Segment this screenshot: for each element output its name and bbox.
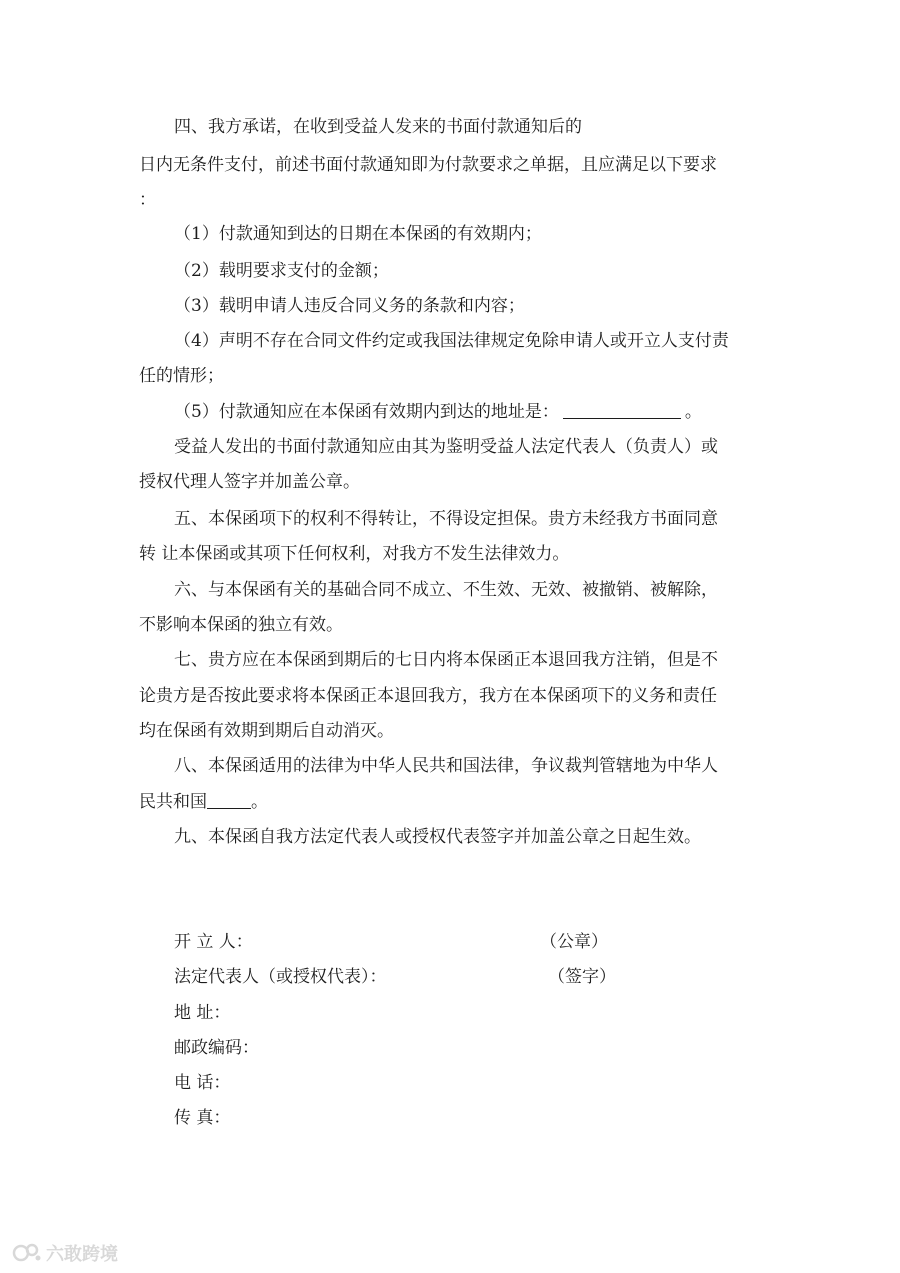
clause-5-line-1: 五、本保函项下的权利不得转让，不得设定担保。贵方未经我方书面同意 <box>174 509 718 529</box>
requirement-3: （3）载明申请人违反合同义务的条款和内容； <box>174 296 525 316</box>
requirement-5: （5）付款通知应在本保函有效期内到达的地址是： 。 <box>174 402 702 422</box>
requirement-4-line-1: （4）声明不存在合同文件约定或我国法律规定免除申请人或开立人支付责 <box>174 331 729 351</box>
clause-9: 九、本保函自我方法定代表人或授权代表签字并加盖公章之日起生效。 <box>174 827 701 847</box>
jurisdiction-blank <box>207 790 251 809</box>
clause-6-line-1: 六、与本保函有关的基础合同不成立、不生效、无效、被撤销、被解除， <box>174 580 718 600</box>
clause-4-line-2: 日内无条件支付，前述书面付款通知即为付款要求之单据，且应满足以下要求 <box>139 155 717 175</box>
address-blank <box>563 400 681 419</box>
seal-label: （公章） <box>540 932 608 952</box>
requirement-1: （1）付款通知到达的日期在本保函的有效期内； <box>174 224 542 244</box>
beneficiary-notice-line-1: 受益人发出的书面付款通知应由其为鉴明受益人法定代表人（负责人）或 <box>174 437 718 457</box>
clause-8-line-1: 八、本保函适用的法律为中华人民共和国法律，争议裁判管辖地为中华人 <box>174 756 718 776</box>
address-label: 地 址： <box>174 1003 231 1023</box>
clause-8-line-2: 民共和国 。 <box>139 792 268 812</box>
requirement-2: （2）载明要求支付的金额； <box>174 261 389 281</box>
clause-4-line-3: ： <box>139 190 156 210</box>
postcode-label: 邮政编码： <box>174 1038 259 1058</box>
watermark-text: 六敢跨境 <box>46 1244 118 1265</box>
clause-5-line-2: 转 让本保函或其项下任何权利，对我方不发生法律效力。 <box>139 544 570 564</box>
clause-7-line-1: 七、贵方应在本保函到期后的七日内将本保函正本退回我方注销，但是不 <box>174 650 718 670</box>
representative-label: 法定代表人（或授权代表）： <box>174 967 387 987</box>
issuer-label: 开 立 人： <box>174 932 253 952</box>
clause-4-line-1: 四、我方承诺，在收到受益人发来的书面付款通知后的 <box>174 117 582 137</box>
signature-label: （签字） <box>548 967 616 987</box>
clause-6-line-2: 不影响本保函的独立有效。 <box>139 615 343 635</box>
phone-label: 电 话： <box>174 1073 231 1093</box>
fax-label: 传 真： <box>174 1108 231 1128</box>
beneficiary-notice-line-2: 授权代理人签字并加盖公章。 <box>139 472 360 492</box>
brand-logo-icon <box>12 1242 42 1264</box>
clause-7-line-3: 均在保函有效期到期后自动消灭。 <box>139 721 394 741</box>
clause-7-line-2: 论贵方是否按此要求将本保函正本退回我方，我方在本保函项下的义务和责任 <box>139 686 717 706</box>
watermark <box>12 1240 118 1266</box>
requirement-4-line-2: 任的情形； <box>139 366 224 386</box>
